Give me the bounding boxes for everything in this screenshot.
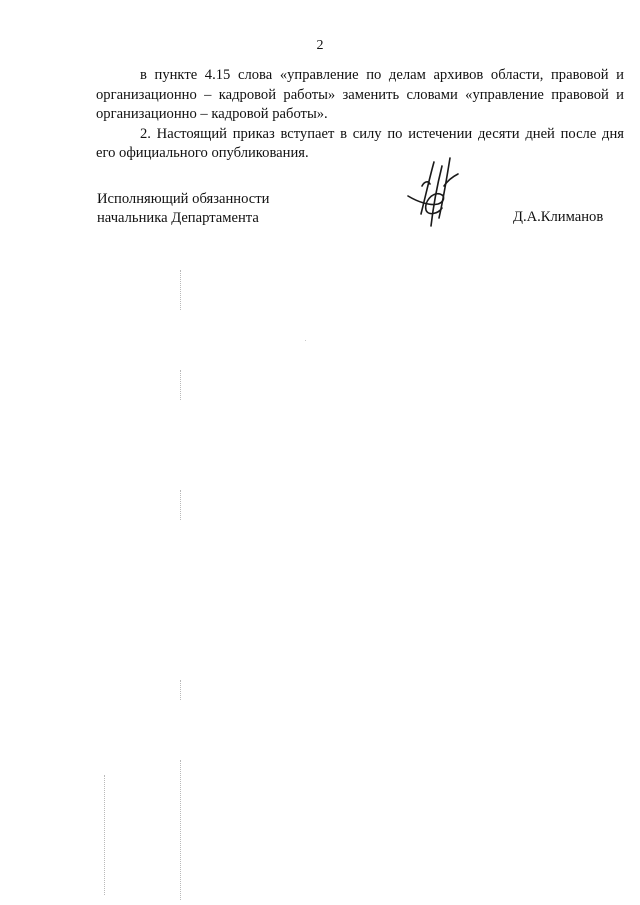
scan-artifact-line bbox=[180, 370, 181, 400]
scan-artifact-line bbox=[104, 775, 105, 895]
paragraph-amendment: в пункте 4.15 слова «управление по делам архивов области, правовой и организационно – кадровой работы» заменить словами «управление правовой и организационно – кадровой работы». bbox=[96, 67, 624, 122]
scan-artifact-dot bbox=[305, 340, 306, 341]
handwritten-signature-icon bbox=[404, 156, 462, 232]
document-body bbox=[96, 66, 624, 164]
scan-artifact-line bbox=[180, 490, 181, 520]
page-number: 2 bbox=[316, 38, 324, 53]
paragraph-effective-date: 2. Настоящий приказ вступает в силу по истечении десяти дней после дня его официального опубликования. bbox=[96, 125, 624, 161]
scan-artifact-line bbox=[180, 680, 181, 700]
scan-artifact-line bbox=[180, 270, 181, 310]
signer-name: Д.А.Климанов bbox=[513, 209, 604, 225]
signature-block bbox=[97, 190, 617, 228]
signer-title-line-1: Исполняющий обязанности bbox=[97, 191, 270, 207]
signer-title-line-2: начальника Департамента bbox=[97, 210, 259, 226]
scan-artifact-line bbox=[180, 760, 181, 900]
